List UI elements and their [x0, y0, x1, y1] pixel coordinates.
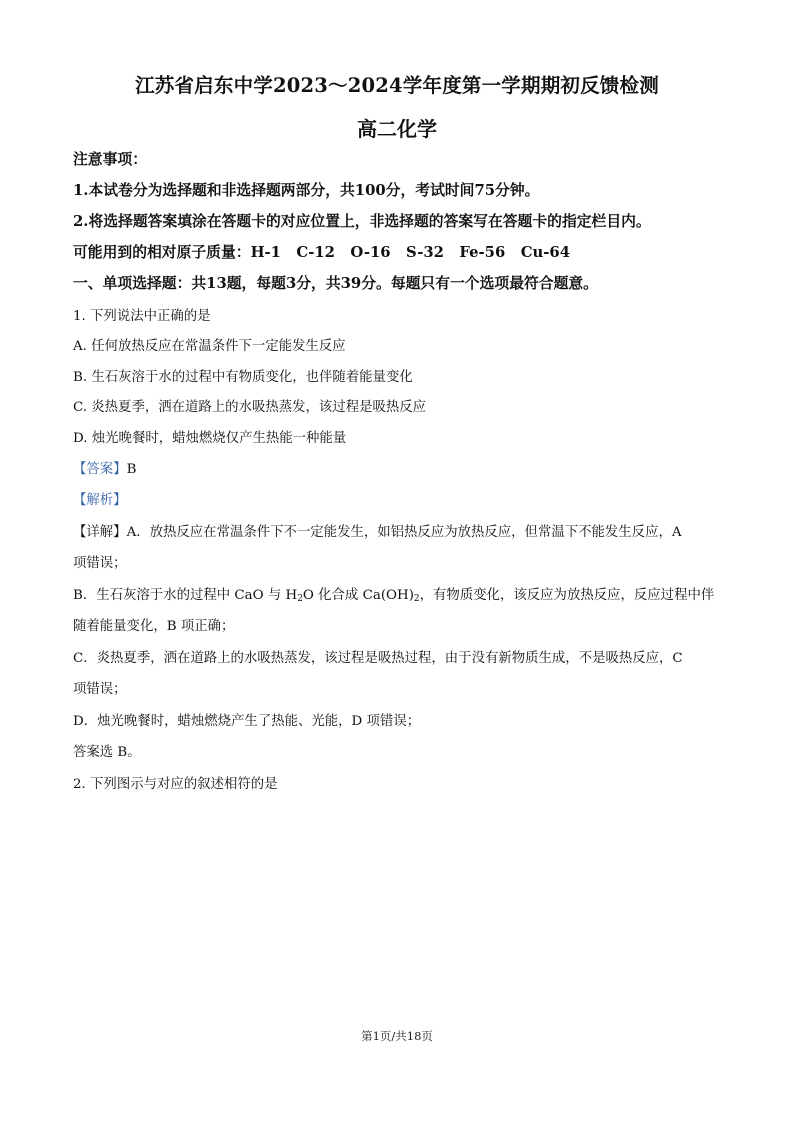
atomic-mass-line: 可能用到的相对原子质量：H-1 C-12 O-16 S-32 Fe-56 Cu-64 — [73, 244, 570, 261]
detail-b-post: ，有物质变化，该反应为放热反应，反应过程中伴 — [419, 588, 715, 603]
answer-tag: 【答案】 — [73, 462, 127, 477]
detail-b-line-1 — [73, 587, 714, 605]
notice-item-1: 1.本试卷分为选择题和非选择题两部分，共100分，考试时间75分钟。 — [73, 182, 540, 199]
detail-b-mid: O 化合成 Ca(OH) — [302, 588, 414, 603]
page-footer: 第1页/共18页 — [361, 1029, 433, 1043]
analysis-tag: 【解析】 — [73, 493, 127, 508]
detail-b-line-2: 随着能量变化，B 项正确； — [73, 619, 235, 634]
detail-a-text: A．放热反应在常温条件下不一定能发生，如铝热反应为放热反应，但常温下不能发生反应，A — [126, 525, 682, 540]
notice-heading: 注意事项： — [73, 151, 147, 168]
detail-c-line-2: 项错误； — [73, 682, 127, 697]
detail-b-sub-2: 2 — [413, 594, 420, 604]
detail-b-pre: B．生石灰溶于水的过程中 CaO 与 H — [73, 588, 298, 603]
analysis-line — [73, 492, 127, 510]
question-1-option-d: D. 烛光晚餐时，蜡烛燃烧仅产生热能一种能量 — [73, 431, 347, 446]
detail-b-sub-1: 2 — [297, 594, 303, 604]
question-1-stem: 1. 下列说法中正确的是 — [73, 309, 211, 324]
detail-a-line-2: 项错误； — [73, 556, 127, 571]
question-2-stem: 2. 下列图示与对应的叙述相符的是 — [73, 777, 278, 792]
section-heading: 一、单项选择题：共13题，每题3分，共39分。每题只有一个选项最符合题意。 — [73, 275, 598, 292]
page-subtitle: 高二化学 — [357, 117, 437, 141]
detail-tag: 【详解】 — [73, 525, 127, 540]
question-1-option-c: C. 炎热夏季，洒在道路上的水吸热蒸发，该过程是吸热反应 — [73, 400, 427, 415]
answer-line — [73, 461, 136, 479]
answer-value: B — [126, 462, 137, 477]
detail-c-line-1: C．炎热夏季，洒在道路上的水吸热蒸发，该过程是吸热过程，由于没有新物质生成，不是吸热反应，C — [73, 651, 683, 666]
conclusion-line: 答案选 B。 — [73, 745, 141, 760]
detail-a-line-1 — [73, 524, 682, 542]
question-1-option-b: B. 生石灰溶于水的过程中有物质变化，也伴随着能量变化 — [73, 370, 413, 385]
notice-item-2: 2.将选择题答案填涂在答题卡的对应位置上，非选择题的答案写在答题卡的指定栏目内。 — [73, 213, 651, 230]
question-1-option-a: A. 任何放热反应在常温条件下一定能发生反应 — [73, 339, 346, 354]
page-title: 江苏省启东中学2023～2024学年度第一学期期初反馈检测 — [135, 74, 659, 97]
detail-d-line: D．烛光晚餐时，蜡烛燃烧产生了热能、光能，D 项错误； — [73, 714, 421, 729]
